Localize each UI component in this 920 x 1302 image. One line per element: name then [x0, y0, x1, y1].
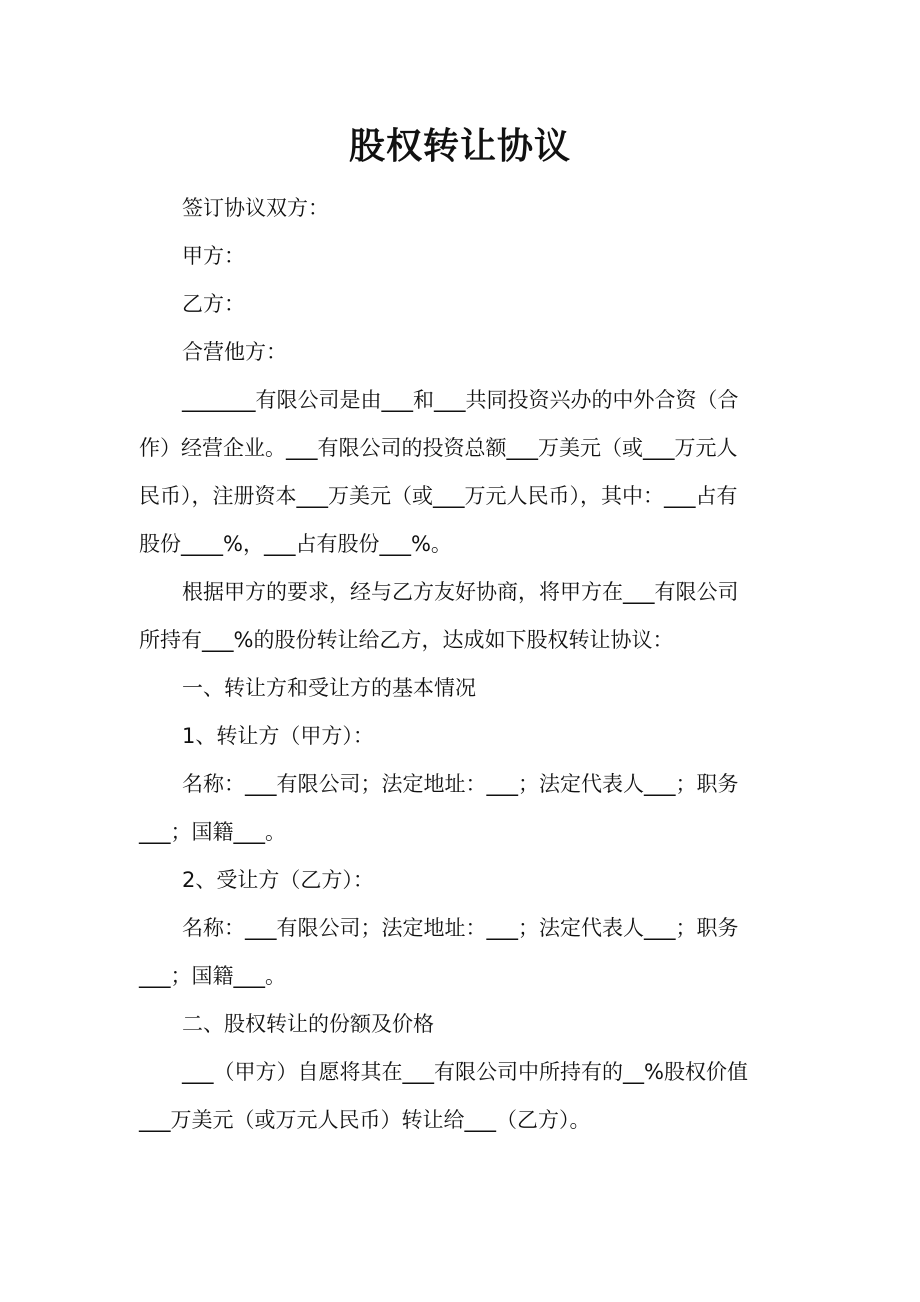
- document-title: 股权转让协议: [348, 126, 571, 167]
- paragraph-line: 乙方：: [182, 292, 245, 316]
- paragraph-line: 所持有___%的股份转让给乙方，达成如下股权转让协议：: [139, 628, 674, 652]
- paragraph-line: 名称：___有限公司；法定地址：___；法定代表人___；职务: [182, 772, 739, 796]
- paragraph-line: 根据甲方的要求，经与乙方友好协商，将甲方在___有限公司: [182, 580, 739, 604]
- paragraph-line: ___；国籍___。: [139, 820, 286, 844]
- paragraph-line: ___（甲方）自愿将其在___有限公司中所持有的__%股权价值: [182, 1060, 748, 1084]
- paragraph-line: 合营他方：: [182, 340, 287, 364]
- document-body: [139, 184, 779, 1144]
- section-heading: 一、转让方和受让方的基本情况: [182, 676, 476, 700]
- paragraph-line: 民币），注册资本___万美元（或___万元人民币），其中：___占有: [139, 484, 738, 508]
- paragraph-line: 股份____%，___占有股份___%。: [139, 532, 452, 556]
- paragraph-line: 签订协议双方：: [182, 196, 329, 220]
- paragraph-line: ___；国籍___。: [139, 964, 286, 988]
- section-heading: 二、股权转让的份额及价格: [182, 1012, 434, 1036]
- paragraph-line: 甲方：: [182, 244, 245, 268]
- paragraph-line: 名称：___有限公司；法定地址：___；法定代表人___；职务: [182, 916, 739, 940]
- paragraph-line: 作）经营企业。___有限公司的投资总额___万美元（或___万元人: [139, 436, 738, 460]
- paragraph-line: _______有限公司是由___和___共同投资兴办的中外合资（合: [182, 388, 739, 412]
- paragraph-line: ___万美元（或万元人民币）转让给___（乙方）。: [139, 1108, 591, 1132]
- subsection-heading: 2、受让方（乙方）：: [182, 868, 374, 892]
- subsection-heading: 1、转让方（甲方）：: [182, 724, 374, 748]
